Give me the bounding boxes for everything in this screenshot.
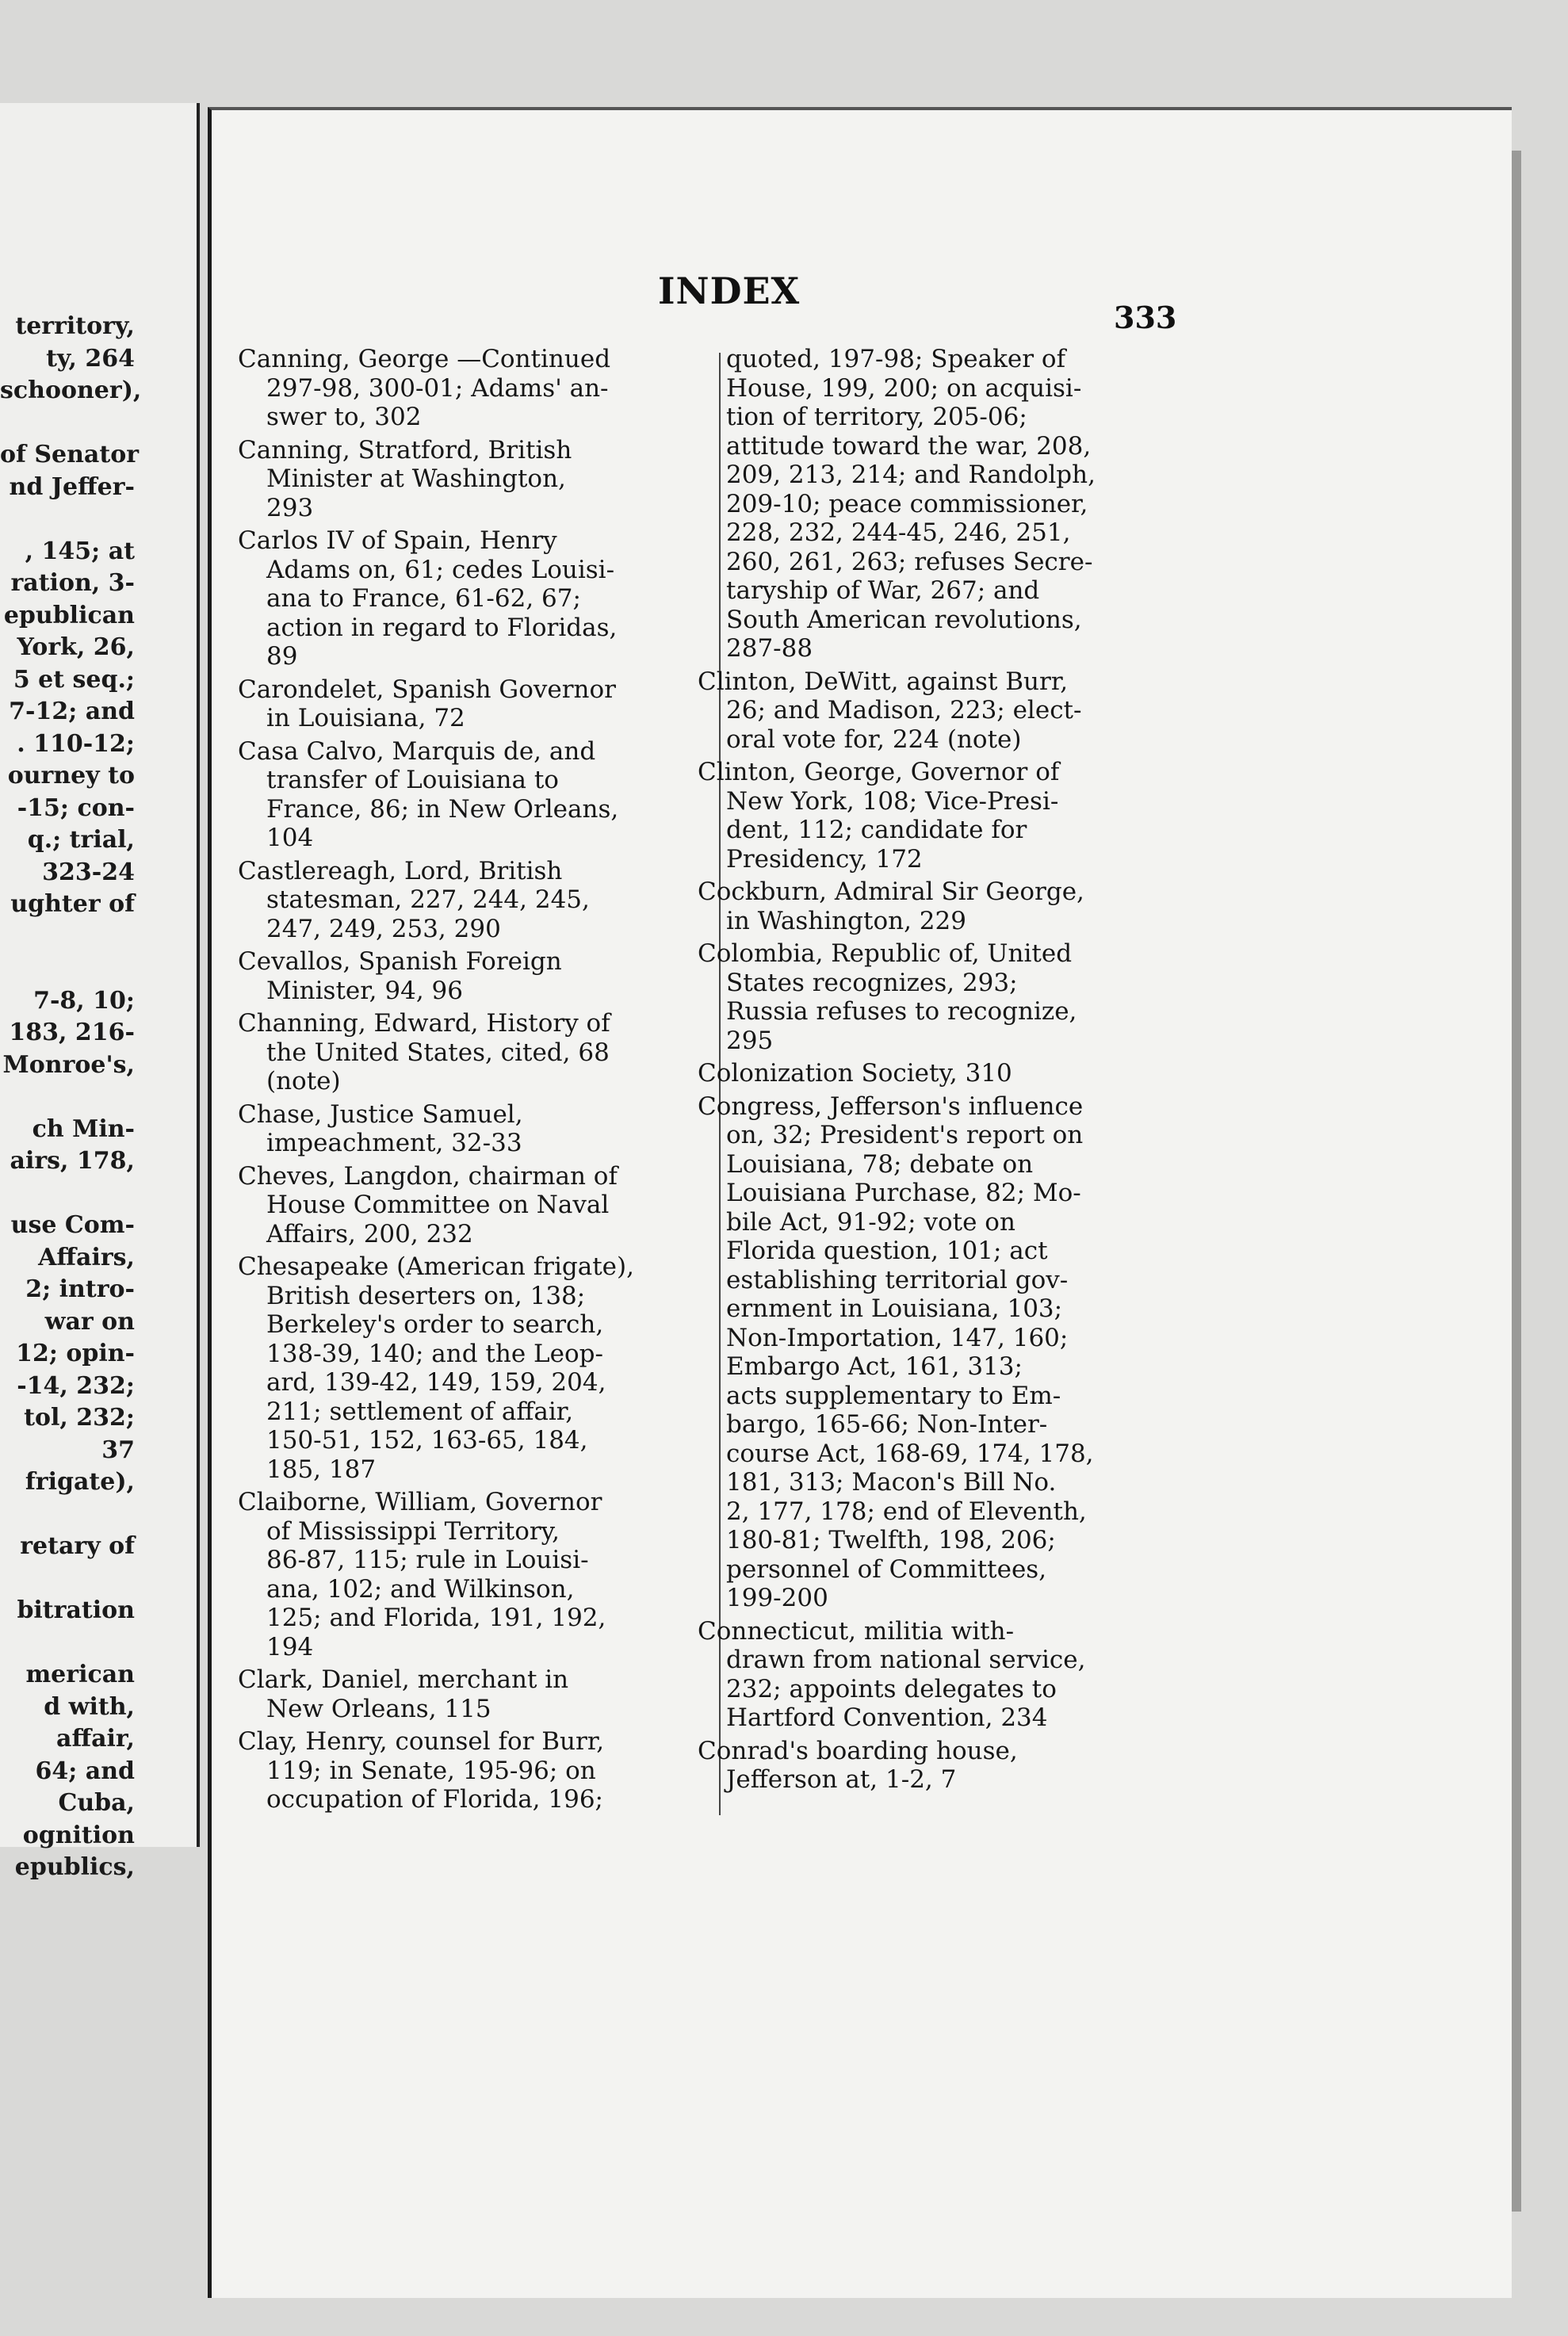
index-entry-line: States recognizes, 293; [726, 968, 1018, 997]
facing-page-line: merican [25, 1661, 135, 1688]
index-entry [238, 526, 690, 671]
index-entry-heading: Castlereagh, Lord, British [238, 856, 563, 885]
index-entry [698, 877, 1149, 935]
facing-page-line: Monroe's, [2, 1050, 135, 1079]
index-entry-heading: Cevallos, Spanish Foreign [238, 947, 562, 976]
facing-page-line: 183, 216- [9, 1019, 135, 1046]
index-entry-line: (note) [266, 1067, 341, 1095]
facing-page-line: use Com- [10, 1211, 135, 1239]
index-entry-line: occupation of Florida, 196; [266, 1785, 603, 1814]
index-entry-line: acts supplementary to Em- [726, 1381, 1061, 1410]
index-entry-line: France, 86; in New Orleans, [266, 794, 619, 824]
facing-page-line: 64; and [35, 1757, 135, 1785]
index-entry-heading: Casa Calvo, Marquis de, and [238, 736, 596, 766]
index-entry-line: 180-81; Twelfth, 198, 206; [726, 1526, 1056, 1554]
index-entry-line: action in regard to Floridas, [266, 613, 618, 642]
index-entry-line: 194 [266, 1632, 314, 1661]
index-entry [698, 345, 1149, 663]
facing-page-line: ourney to [7, 762, 135, 789]
index-entry-line: Affairs, 200, 232 [266, 1219, 473, 1248]
facing-page-line: -15; con- [17, 793, 135, 822]
facing-page-line [0, 1178, 135, 1210]
index-entry [698, 758, 1149, 874]
index-entry-line: Louisiana Purchase, 82; Mo- [726, 1179, 1081, 1207]
index-entry-line: 89 [266, 642, 298, 671]
index-entry-line: Berkeley's order to search, [266, 1310, 604, 1339]
page-number: 333 [1114, 300, 1177, 335]
index-entry-line: ernment in Louisiana, 103; [726, 1294, 1063, 1323]
index-entry-heading: Cheves, Langdon, chairman of [238, 1161, 618, 1191]
index-entry-heading: Clinton, George, Governor of [698, 758, 1060, 786]
index-entry-line: drawn from national service, [726, 1646, 1086, 1674]
index-entry [238, 1162, 690, 1249]
index-entry-line: 232; appoints delegates to [726, 1674, 1057, 1703]
index-entry-line: in Louisiana, 72 [266, 704, 465, 732]
index-entry-heading: Channing, Edward, History of [238, 1009, 610, 1038]
facing-page-line: d with, [44, 1692, 135, 1721]
index-entry-line: ard, 139-42, 149, 159, 204, [266, 1368, 606, 1397]
index-entry-line: Hartford Convention, 234 [726, 1703, 1048, 1732]
index-entry-line: Non-Importation, 147, 160; [726, 1323, 1069, 1352]
facing-page-line: war on [44, 1307, 135, 1336]
index-entry [698, 1617, 1149, 1733]
index-entry-heading: Carondelet, Spanish Governor [238, 675, 616, 704]
index-entry-line: transfer of Louisiana to [266, 766, 559, 794]
index-entry-heading: Clark, Daniel, merchant in [238, 1665, 569, 1694]
facing-page-line: 12; opin- [16, 1340, 135, 1367]
facing-page-line: epublican [3, 601, 135, 629]
index-entry-line: Minister at Washington, [266, 465, 566, 493]
index-entry-heading: Colonization Society, 310 [698, 1059, 1012, 1088]
index-entry-line: 86-87, 115; rule in Louisi- [266, 1546, 589, 1574]
index-entry-line: New Orleans, 115 [266, 1694, 491, 1723]
index-entry [698, 939, 1149, 1055]
facing-page-line: frigate), [25, 1468, 135, 1496]
index-entry-heading: Colombia, Republic of, United [698, 939, 1073, 968]
index-entry-line: quoted, 197-98; Speaker of [726, 345, 1066, 373]
index-entry-heading: Chase, Justice Samuel, [238, 1099, 523, 1129]
index-entry [238, 1009, 690, 1096]
index-entry-line: establishing territorial gov- [726, 1265, 1069, 1294]
facing-page-line [0, 1499, 135, 1531]
index-entry-heading: Chesapeake (American frigate), [238, 1252, 634, 1281]
index-entry-line: House, 199, 200; on acquisi- [726, 373, 1082, 403]
index-entry-heading: Canning, Stratford, British [238, 435, 572, 465]
index-entry-heading: Clay, Henry, counsel for Burr, [238, 1727, 605, 1756]
index-entry-line: 119; in Senate, 195-96; on [266, 1756, 596, 1785]
index-entry-line: bile Act, 91-92; vote on [726, 1207, 1015, 1237]
facing-page-line: 323-24 [42, 858, 135, 886]
index-entry-line: in Washington, 229 [726, 906, 966, 935]
index-entry-line: 297-98, 300-01; Adams' an- [266, 373, 609, 403]
index-entry-line: tion of territory, 205-06; [726, 403, 1027, 431]
index-entry [238, 1665, 690, 1723]
facing-page-line: nd Jeffer- [9, 472, 135, 501]
index-entry-line: Russia refuses to recognize, [726, 997, 1077, 1026]
index-entry-line: statesman, 227, 244, 245, [266, 885, 590, 914]
index-entry-line: attitude toward the war, 208, [726, 431, 1092, 461]
index-entry [238, 947, 690, 1005]
index-entry-line: New York, 108; Vice-Presi- [726, 786, 1059, 816]
index-entry-line: Presidency, 172 [726, 844, 923, 874]
facing-page-line: , 145; at [25, 537, 135, 565]
facing-page-line: . 110-12; [17, 729, 135, 758]
facing-page-line: affair, [56, 1725, 135, 1753]
facing-page-line: 2; intro- [25, 1275, 135, 1303]
index-entry-line: dent, 112; candidate for [726, 816, 1027, 844]
index-entry-line: 247, 249, 253, 290 [266, 914, 501, 943]
index-entry-heading: Connecticut, militia with- [698, 1616, 1015, 1646]
index-entry [238, 436, 690, 523]
facing-page-fragment [0, 103, 200, 1881]
index-entry-heading: Claiborne, William, Governor [238, 1488, 602, 1516]
index-entry-heading: Congress, Jefferson's influence [698, 1092, 1084, 1121]
index-entry-line: South American revolutions, [726, 605, 1082, 634]
facing-page-line [0, 953, 135, 985]
index-entry-line: bargo, 165-66; Non-Inter- [726, 1410, 1048, 1439]
index-entry-line: of Mississippi Territory, [266, 1516, 560, 1546]
index-entry [698, 1059, 1149, 1088]
facing-page-line: Cuba, [58, 1789, 135, 1817]
facing-page-line: ognition [22, 1821, 135, 1849]
index-entry-line: course Act, 168-69, 174, 178, [726, 1439, 1094, 1468]
index-entry-line: 2, 177, 178; end of Eleventh, [726, 1497, 1087, 1526]
index-entry [238, 345, 690, 432]
index-entry [238, 1252, 690, 1484]
facing-page-text [0, 311, 142, 1884]
facing-page-line: schooner), [0, 377, 142, 404]
index-entry-line: Adams on, 61; cedes Louisi- [266, 555, 615, 584]
facing-page-line: 5 et seq.; [13, 665, 135, 694]
index-column-left [238, 345, 690, 1818]
facing-page-line: q.; trial, [27, 826, 135, 854]
index-entry-line: Jefferson at, 1-2, 7 [726, 1765, 957, 1794]
index-entry [238, 857, 690, 944]
index-entry-heading: Cockburn, Admiral Sir George, [698, 877, 1084, 906]
facing-page-line: territory, [15, 312, 135, 340]
page-title: INDEX [658, 270, 801, 312]
index-entry [698, 667, 1149, 755]
facing-page-line: of Senator [0, 441, 140, 468]
facing-page-line: -14, 232; [17, 1371, 135, 1400]
facing-page-line: ch Min- [32, 1114, 135, 1143]
index-entry [238, 1100, 690, 1158]
index-column-right [698, 345, 1149, 1799]
index-entry-line: 209-10; peace commissioner, [726, 489, 1088, 518]
index-entry-line: ana to France, 61-62, 67; [266, 584, 581, 613]
index-entry-line: 228, 232, 244-45, 246, 251, [726, 518, 1071, 547]
facing-page-line: ughter of [10, 890, 135, 918]
index-entry-line: 125; and Florida, 191, 192, [266, 1604, 606, 1632]
index-entry-line: swer to, 302 [266, 403, 422, 431]
index-entry-line: Embargo Act, 161, 313; [726, 1352, 1023, 1381]
facing-page-line: tol, 232; [24, 1404, 135, 1432]
index-entry-heading: Clinton, DeWitt, against Burr, [698, 667, 1069, 696]
index-entry-line: 104 [266, 824, 314, 852]
index-entry-line: Louisiana, 78; debate on [726, 1149, 1034, 1179]
facing-page-line: 37 [101, 1436, 135, 1464]
index-entry-line: 293 [266, 493, 314, 522]
index-entry-line: personnel of Committees, [726, 1554, 1047, 1584]
facing-page-line: York, 26, [17, 633, 135, 661]
index-entry-line: British deserters on, 138; [266, 1281, 586, 1310]
index-entry [238, 1488, 690, 1661]
facing-page-line: bitration [17, 1596, 135, 1624]
index-entry-line: 138-39, 140; and the Leop- [266, 1339, 603, 1368]
index-entry-heading: Conrad's boarding house, [698, 1736, 1018, 1765]
index-entry [238, 675, 690, 733]
index-entry-line: the United States, cited, 68 [266, 1038, 610, 1067]
index-entry-line: oral vote for, 224 (note) [726, 725, 1022, 754]
facing-page-line: 7-12; and [9, 698, 135, 725]
index-entry-line: Minister, 94, 96 [266, 976, 463, 1005]
index-entry-line: House Committee on Naval [266, 1191, 610, 1219]
index-entry [698, 1737, 1149, 1795]
index-entry-line: 209, 213, 214; and Randolph, [726, 461, 1096, 489]
facing-page-line: airs, 178, [10, 1147, 135, 1175]
page-edge [1510, 151, 1521, 2212]
facing-page-line: 7-8, 10; [33, 986, 135, 1015]
facing-page-line [0, 1563, 135, 1596]
index-entry-line: 181, 313; Macon's Bill No. [726, 1468, 1057, 1497]
index-entry-line: 150-51, 152, 163-65, 184, [266, 1426, 588, 1455]
index-entry-line: 260, 261, 263; refuses Secre- [726, 547, 1093, 576]
index-entry [698, 1092, 1149, 1613]
index-entry-heading: Carlos IV of Spain, Henry [238, 526, 557, 555]
facing-page-line: ty, 264 [46, 344, 135, 373]
index-entry-heading: Canning, George —Continued [238, 345, 611, 373]
facing-page-line: retary of [20, 1532, 135, 1560]
index-entry-line: 199-200 [726, 1584, 828, 1612]
index-entry [238, 737, 690, 853]
index-entry [238, 1727, 690, 1814]
index-entry-line: 287-88 [726, 634, 813, 663]
facing-page-line: epublics, [14, 1853, 135, 1881]
index-entry-line: impeachment, 32-33 [266, 1129, 522, 1157]
facing-page-line: Affairs, [38, 1243, 135, 1271]
facing-page-line [0, 503, 135, 536]
index-entry-line: 211; settlement of affair, [266, 1397, 574, 1426]
facing-page-line [0, 921, 135, 954]
index-entry-line: 295 [726, 1026, 774, 1055]
index-entry-line: taryship of War, 267; and [726, 576, 1040, 605]
index-entry-line: ana, 102; and Wilkinson, [266, 1574, 575, 1604]
index-entry-line: Florida question, 101; act [726, 1237, 1048, 1265]
index-entry-line: on, 32; President's report on [726, 1121, 1084, 1149]
facing-page-line [0, 1081, 135, 1114]
facing-page-line: ration, 3- [10, 569, 135, 597]
index-entry-line: 185, 187 [266, 1455, 377, 1484]
facing-page-line [0, 1627, 135, 1660]
index-entry-line: 26; and Madison, 223; elect- [726, 696, 1082, 725]
facing-page-line [0, 407, 135, 440]
